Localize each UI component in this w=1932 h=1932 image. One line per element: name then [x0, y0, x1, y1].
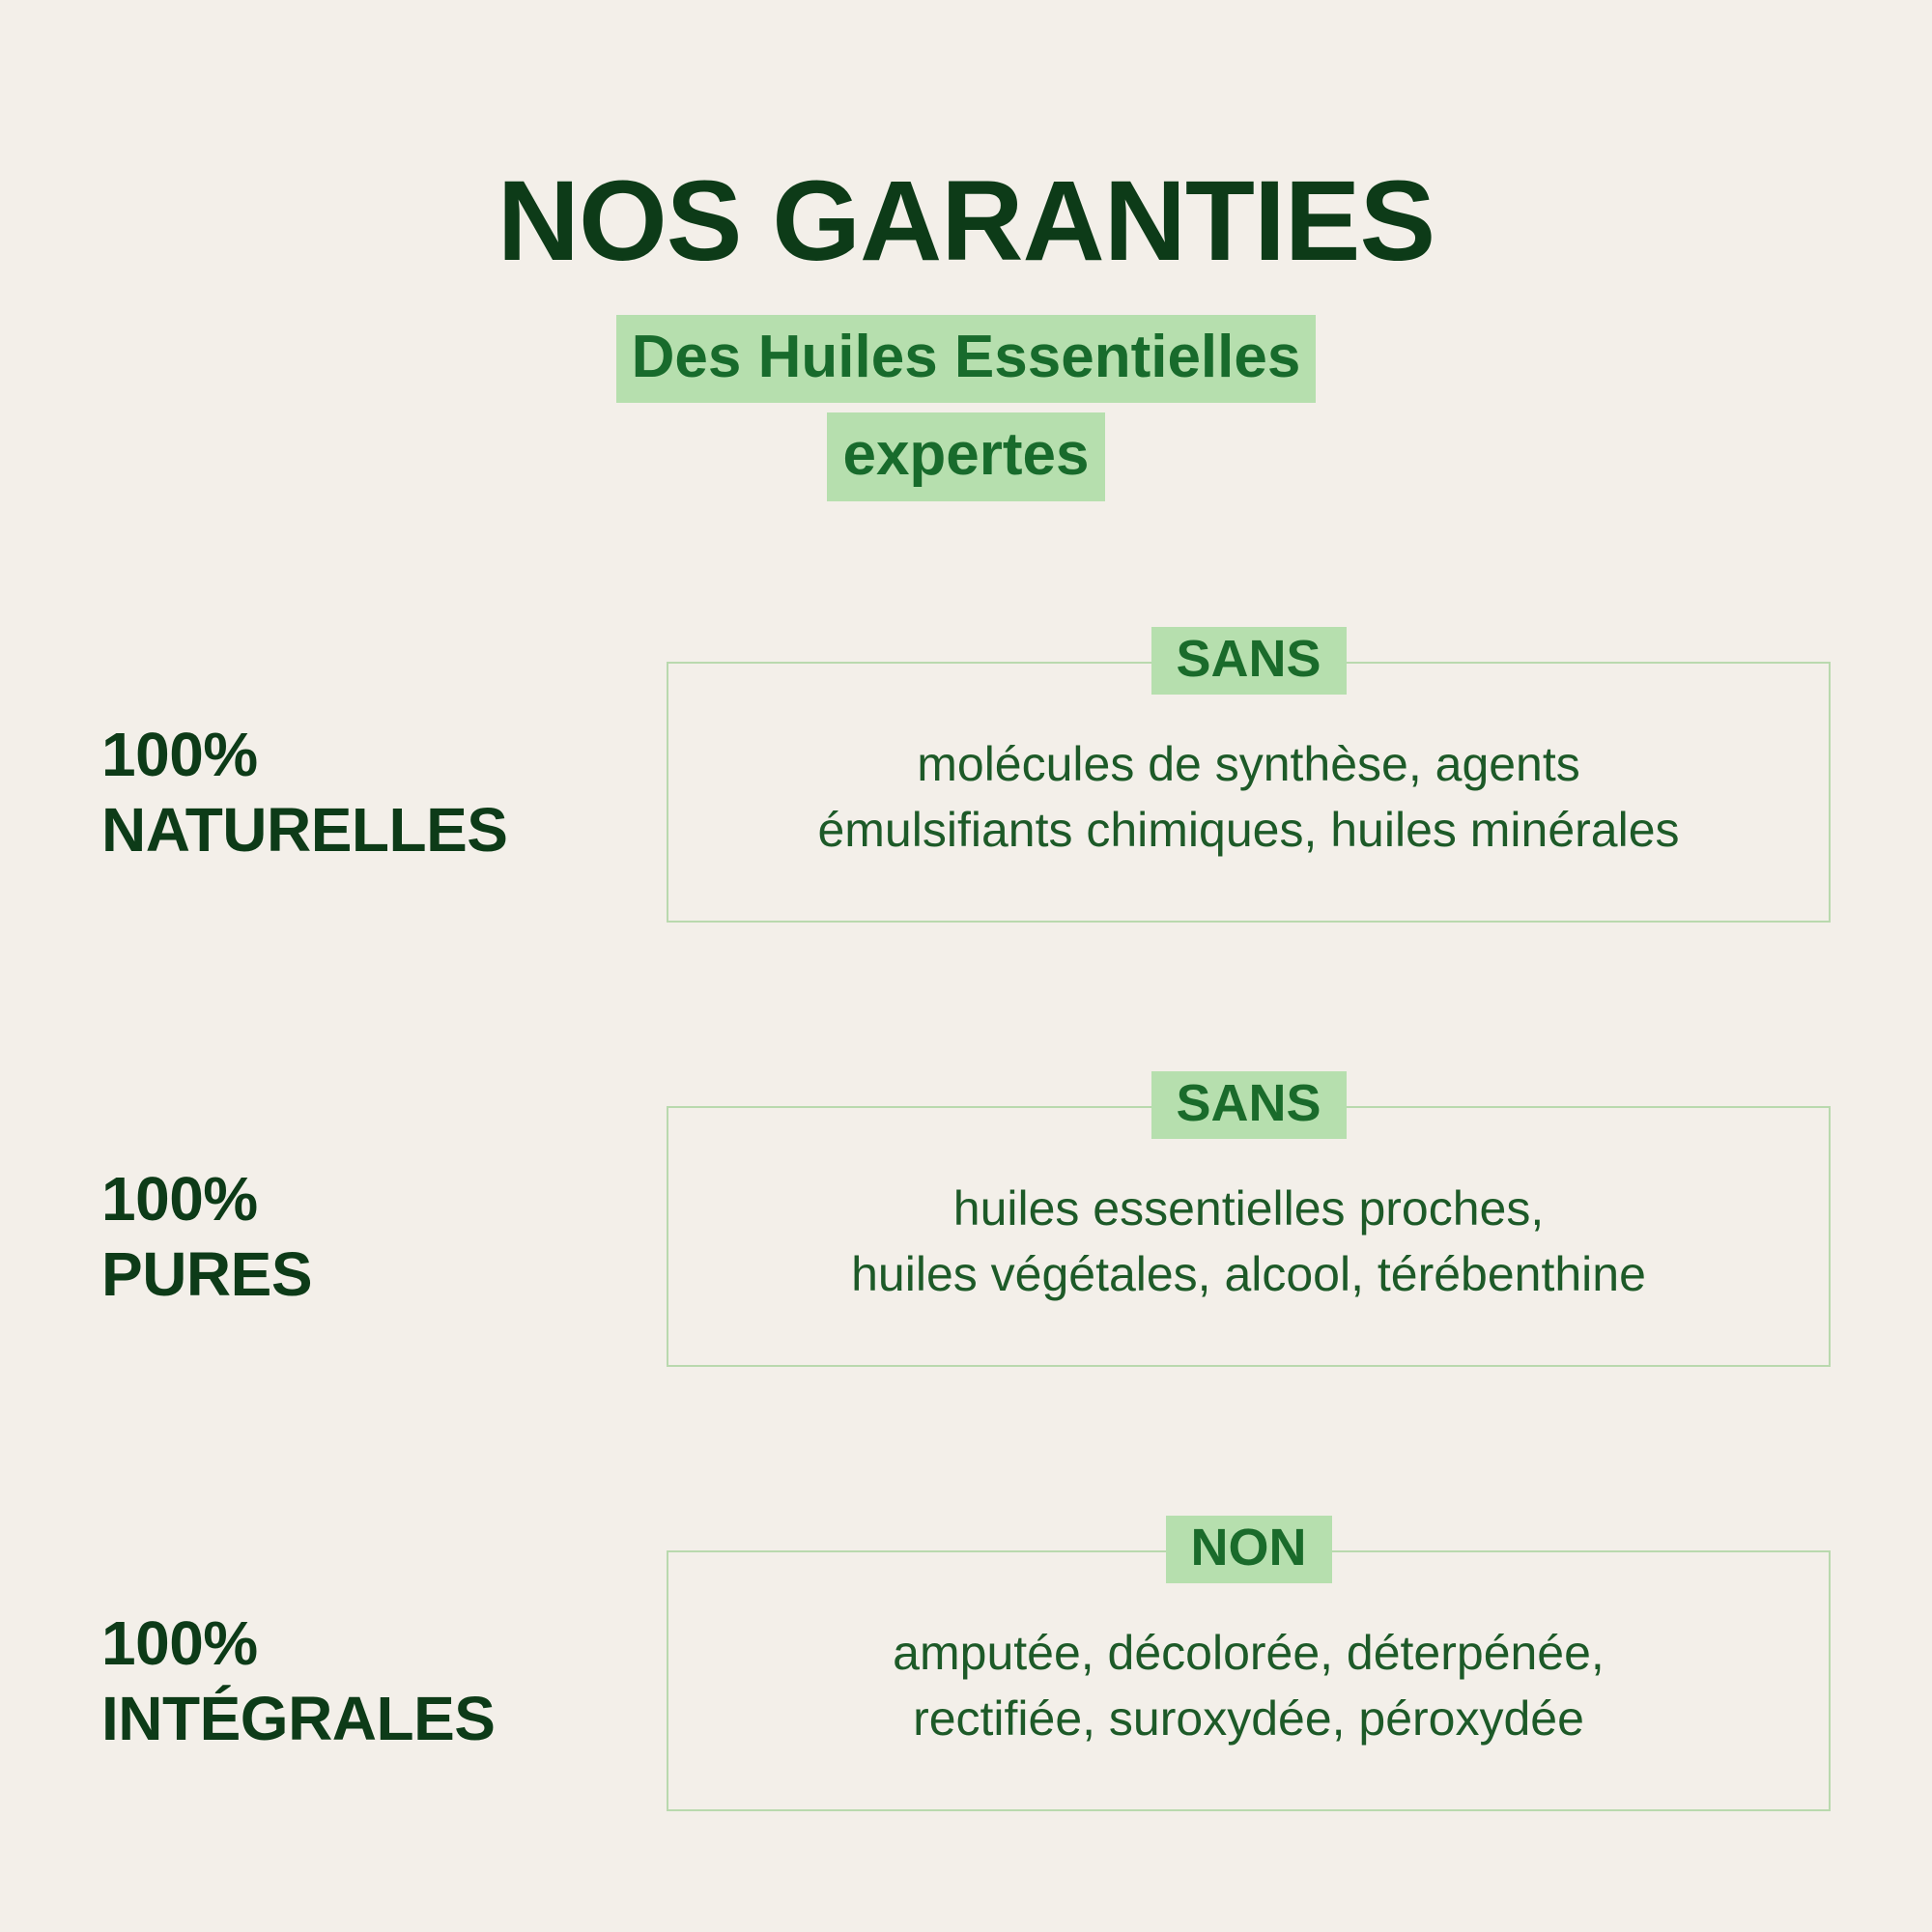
guarantee-row	[0, 1488, 1932, 1932]
panel-tag: NON	[1166, 1516, 1332, 1583]
guarantee-panel	[667, 1074, 1831, 1367]
subtitle-line-1: Des Huiles Essentielles	[616, 315, 1317, 403]
guarantee-label	[101, 1605, 495, 1756]
guarantee-row	[0, 599, 1932, 1043]
guarantee-label-line-1: 100%	[101, 720, 258, 789]
guarantee-label	[101, 717, 507, 867]
panel-text-line-1: amputée, décolorée, déterpénée,	[893, 1625, 1605, 1680]
panel-text	[668, 732, 1829, 863]
panel-text-line-1: molécules de synthèse, agents	[917, 736, 1580, 791]
guarantee-label-line-2: INTÉGRALES	[101, 1684, 496, 1754]
panel-text	[668, 1621, 1829, 1751]
guarantee-label-line-2: NATURELLES	[101, 795, 508, 866]
guarantee-label-line-2: PURES	[101, 1239, 312, 1310]
panel-tag: SANS	[1151, 627, 1346, 695]
panel-text-line-2: rectifiée, suroxydée, péroxydée	[913, 1690, 1584, 1746]
page-title: NOS GARANTIES	[497, 157, 1435, 285]
panel-tag: SANS	[1151, 1071, 1346, 1139]
guarantee-panel	[667, 1519, 1831, 1811]
guarantee-label-line-1: 100%	[101, 1164, 258, 1234]
subtitle-line-2: expertes	[827, 412, 1104, 500]
panel-text-line-2: émulsifiants chimiques, huiles minérales	[817, 802, 1680, 857]
guarantee-rows	[0, 599, 1932, 1932]
guarantee-label	[101, 1161, 312, 1312]
panel-text	[668, 1177, 1829, 1307]
guarantee-panel	[667, 630, 1831, 923]
header	[0, 0, 1932, 511]
guarantee-row	[0, 1043, 1932, 1488]
panel-text-line-2: huiles végétales, alcool, térébenthine	[851, 1246, 1646, 1301]
panel-text-line-1: huiles essentielles proches,	[952, 1180, 1545, 1236]
subtitle	[0, 315, 1932, 511]
guarantee-label-line-1: 100%	[101, 1608, 258, 1678]
